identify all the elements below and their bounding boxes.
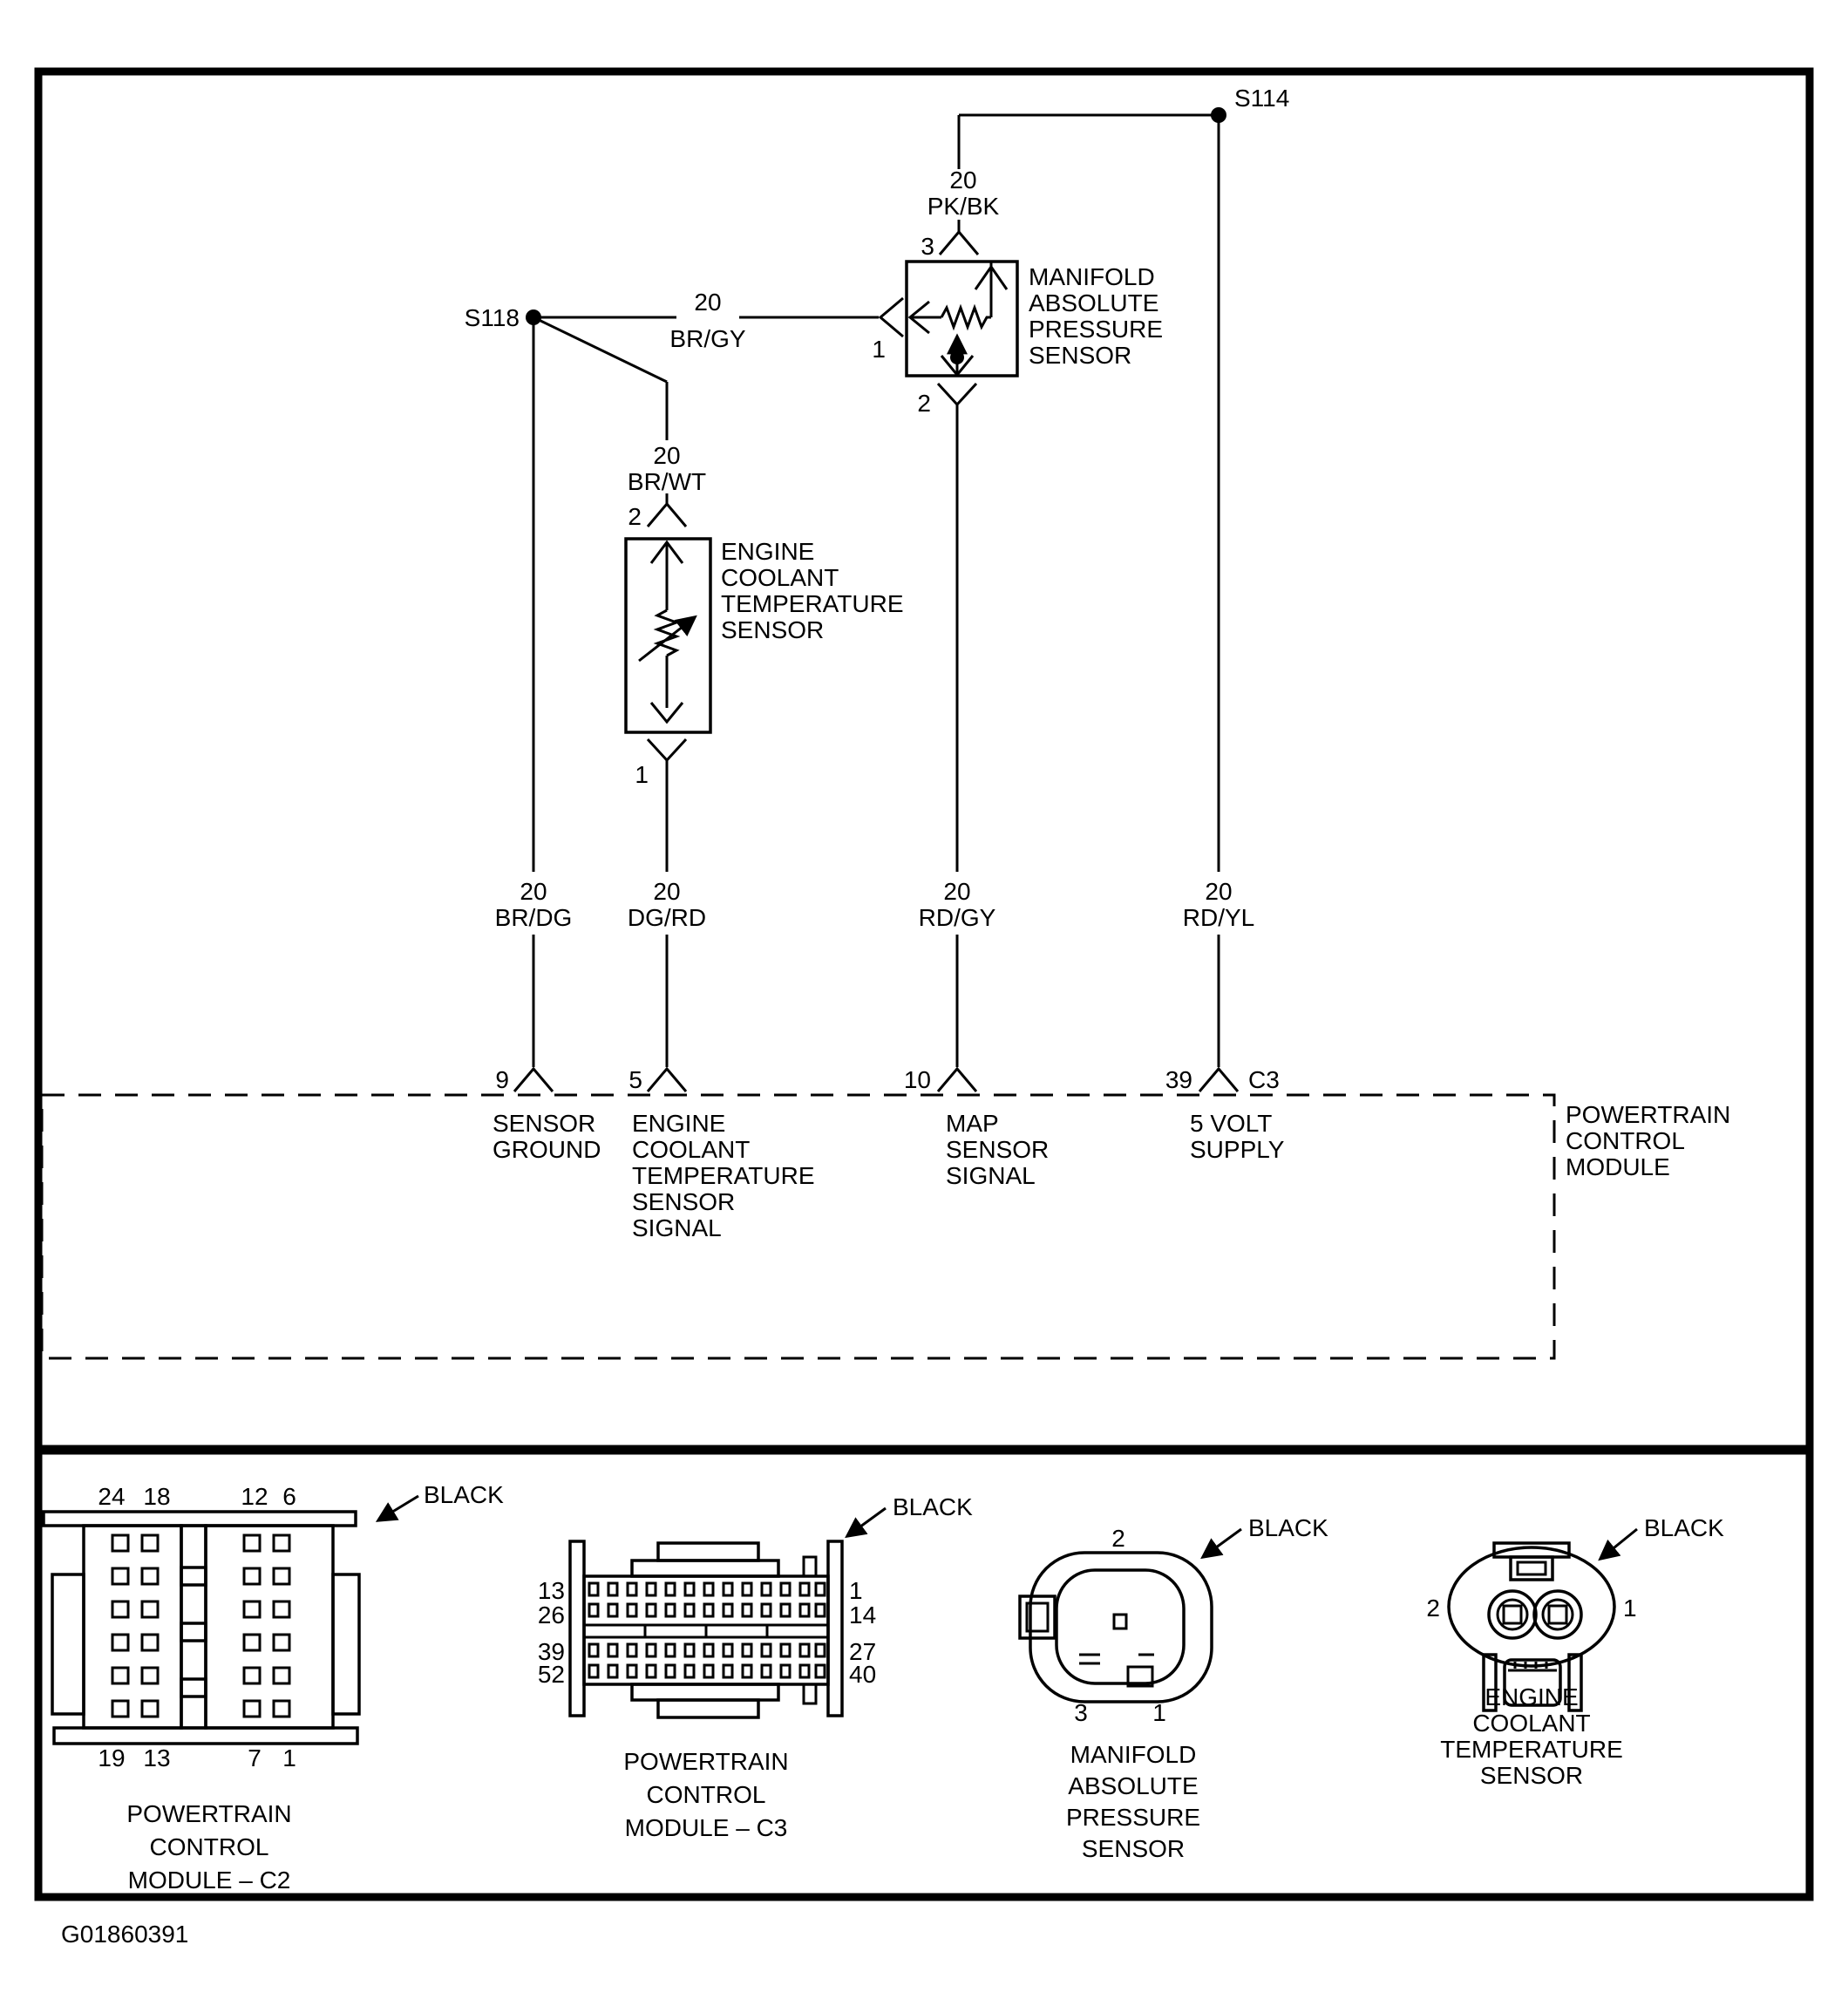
c3-pin-label: 40 [849, 1661, 877, 1688]
ect-view-pin-label: 2 [1426, 1595, 1440, 1622]
pcm-pin-function: SIGNAL [632, 1214, 722, 1241]
figure-id: G01860391 [61, 1921, 189, 1948]
pcm-name-line: CONTROL [1566, 1127, 1685, 1154]
ect-caption: COOLANT [1472, 1710, 1591, 1737]
c2-pin-label: 12 [241, 1483, 268, 1510]
pcm-pin-function: MAP [946, 1110, 999, 1137]
c2-caption: POWERTRAIN [126, 1800, 292, 1827]
map-color-label: BLACK [1248, 1514, 1328, 1541]
map-caption: ABSOLUTE [1068, 1772, 1199, 1799]
ect-pin1-label: 1 [635, 761, 649, 788]
wire-pkbk [921, 115, 999, 260]
map-name-line: MANIFOLD [1029, 263, 1155, 290]
map-view-pin-label: 3 [1074, 1699, 1088, 1726]
connector-fork-icon [1199, 1069, 1238, 1091]
connector-fork-icon [940, 232, 978, 255]
pcm-connector-tag: C3 [1248, 1066, 1280, 1093]
pcm-name-line: MODULE [1566, 1153, 1670, 1180]
c3-pin-label: 26 [537, 1601, 565, 1629]
c2-pin-label: 6 [282, 1483, 296, 1510]
map-name-line: SENSOR [1029, 342, 1132, 369]
c2-pin-label: 24 [98, 1483, 126, 1510]
connector-fork-icon [648, 1069, 686, 1091]
wire-dgrd-color: DG/RD [627, 904, 707, 931]
connector-view-pcm-c3 [538, 1493, 973, 1841]
ect-color-arrow-icon [1600, 1529, 1637, 1559]
connector-view-ect [1426, 1514, 1724, 1789]
pcm-module [42, 1066, 1730, 1358]
pcm-pin-function: SIGNAL [946, 1162, 1036, 1189]
wire-brdg-gauge: 20 [520, 878, 547, 905]
pcm-pin-number: 39 [1165, 1066, 1192, 1093]
connector-fork-icon [648, 739, 686, 760]
ect-caption: ENGINE [1485, 1683, 1579, 1710]
wire-dgrd [628, 739, 706, 1067]
splice-dot-icon [1211, 107, 1226, 123]
wire-pkbk-gauge: 20 [949, 167, 977, 194]
ect-pin2-label: 2 [628, 503, 642, 530]
map-name-line: ABSOLUTE [1029, 289, 1159, 316]
c2-color-arrow-icon [378, 1496, 418, 1520]
wire-brwt-color: BR/WT [627, 468, 707, 495]
splice-s118-label: S118 [464, 304, 520, 331]
splice-s118 [465, 304, 667, 382]
map-name-line: PRESSURE [1029, 316, 1164, 343]
wire-rdyl-color: RD/YL [1182, 904, 1255, 931]
connector-fork-icon [514, 1069, 553, 1091]
pcm-pin-function: 5 VOLT [1190, 1110, 1273, 1137]
wire-brwt-gauge: 20 [653, 442, 681, 469]
c2-pin-label: 1 [282, 1744, 296, 1771]
wire-rdyl [1183, 122, 1254, 1067]
pcm-pin-function: GROUND [493, 1136, 601, 1163]
pcm-pin-9 [493, 1066, 601, 1163]
c2-pin-label: 18 [143, 1483, 171, 1510]
pcm-pin-function: SUPPLY [1190, 1136, 1285, 1163]
wire-brgy [540, 289, 903, 363]
ect-sensor-symbol [626, 538, 904, 732]
wire-pkbk-color: PK/BK [927, 193, 1000, 220]
c3-pin-label: 27 [849, 1638, 877, 1665]
map-pin2-label: 2 [917, 390, 931, 417]
diagram-border [38, 71, 1810, 1897]
c3-pin-label: 1 [849, 1577, 863, 1604]
map-pin1-label: 1 [872, 336, 886, 363]
map-view-pin-label: 1 [1152, 1699, 1166, 1726]
c2-pin-grid [112, 1535, 289, 1717]
pcm-pin-function: TEMPERATURE [632, 1162, 815, 1189]
ect-name-line: TEMPERATURE [721, 590, 904, 617]
c3-color-label: BLACK [893, 1493, 973, 1520]
pcm-pin-number: 5 [628, 1066, 642, 1093]
connector-fork-icon [648, 504, 686, 527]
pcm-pin-function: SENSOR [946, 1136, 1050, 1163]
ect-caption: TEMPERATURE [1440, 1736, 1623, 1763]
connector-views-section [44, 1481, 1724, 1894]
wire-dgrd-gauge: 20 [653, 878, 681, 905]
pcm-pin-function: COOLANT [632, 1136, 751, 1163]
connector-view-map [1020, 1514, 1328, 1862]
pcm-pin-5 [628, 1066, 814, 1241]
connector-fork-icon [938, 1069, 976, 1091]
map-caption: PRESSURE [1065, 1804, 1201, 1831]
c3-pin-label: 14 [849, 1601, 877, 1629]
resistor-icon [941, 308, 991, 327]
pcm-name-line: POWERTRAIN [1566, 1101, 1731, 1128]
c3-pin-label: 52 [537, 1661, 565, 1688]
c2-caption: CONTROL [149, 1833, 269, 1860]
wire-brdg [495, 324, 573, 1067]
wire-brgy-gauge: 20 [694, 289, 722, 316]
ect-view-pin-label: 1 [1623, 1595, 1637, 1622]
ect-name-line: COOLANT [721, 564, 839, 591]
map-caption: SENSOR [1081, 1835, 1186, 1862]
c3-color-arrow-icon [847, 1508, 886, 1536]
c2-caption: MODULE – C2 [127, 1867, 291, 1894]
splice-s114 [959, 85, 1289, 123]
connector-fork-icon [938, 384, 976, 405]
schematic-section [42, 85, 1730, 1358]
ect-name-line: ENGINE [721, 538, 815, 565]
connector-fork-icon [880, 298, 903, 337]
wire-rdgy-gauge: 20 [943, 878, 971, 905]
pcm-pin-function: SENSOR [493, 1110, 596, 1137]
wire-rdgy [917, 384, 995, 1067]
wire-rdgy-color: RD/GY [918, 904, 996, 931]
map-pin3-label: 3 [921, 233, 934, 260]
connector-view-pcm-c2 [44, 1481, 504, 1894]
c2-pin-label: 7 [248, 1744, 262, 1771]
pcm-pin-function: SENSOR [632, 1188, 736, 1215]
pcm-pin-function: ENGINE [632, 1110, 726, 1137]
wire-brwt [628, 382, 706, 530]
c2-pin-label: 19 [98, 1744, 126, 1771]
c3-pin-label: 39 [537, 1638, 565, 1665]
pcm-pin-10 [904, 1066, 1049, 1189]
pcm-pin-39 [1165, 1066, 1285, 1163]
pcm-dashed-box [42, 1095, 1554, 1358]
splice-s114-label: S114 [1234, 85, 1290, 112]
pcm-pin-number: 10 [903, 1066, 931, 1093]
c3-caption: CONTROL [646, 1781, 766, 1808]
c3-pin-label: 13 [537, 1577, 565, 1604]
c3-caption: POWERTRAIN [623, 1748, 789, 1775]
c3-caption: MODULE – C3 [624, 1814, 788, 1841]
wire-brdg-color: BR/DG [494, 904, 573, 931]
c2-pin-label: 13 [143, 1744, 171, 1771]
ect-caption: SENSOR [1479, 1762, 1584, 1789]
map-sensor-symbol [907, 262, 1163, 376]
map-color-arrow-icon [1203, 1529, 1241, 1557]
ect-color-label: BLACK [1644, 1514, 1724, 1541]
pcm-pin-number: 9 [495, 1066, 509, 1093]
wire-brgy-color: BR/GY [669, 325, 746, 352]
wire-rdyl-gauge: 20 [1205, 878, 1233, 905]
c2-color-label: BLACK [424, 1481, 504, 1508]
map-view-pin-label: 2 [1111, 1525, 1125, 1552]
map-caption: MANIFOLD [1070, 1741, 1197, 1768]
ect-name-line: SENSOR [721, 616, 825, 643]
